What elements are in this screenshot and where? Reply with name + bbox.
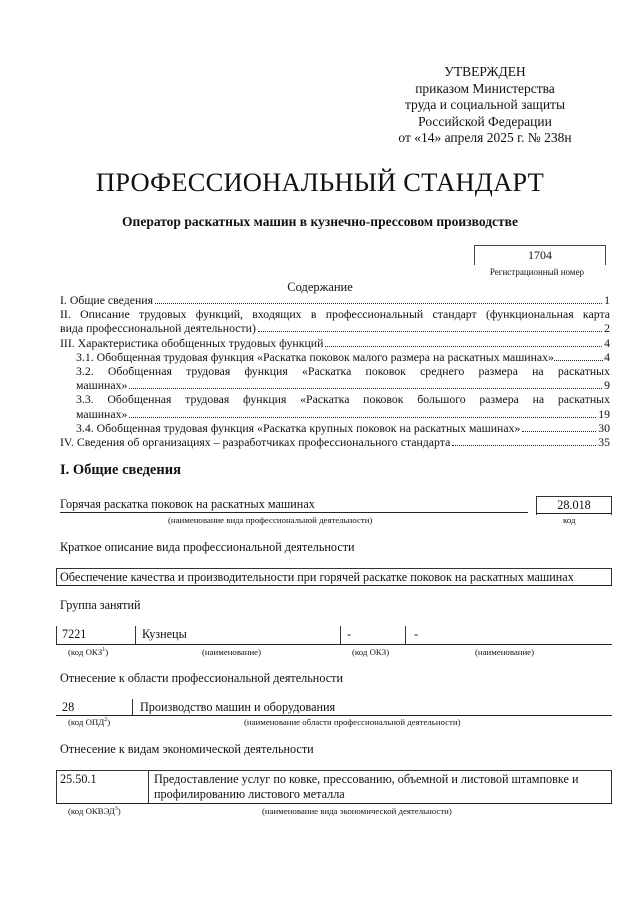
activity-code-caption: код — [563, 515, 576, 525]
toc-entry-text: машинах» — [76, 406, 128, 421]
approval-line: от «14» апреля 2025 г. № 238н — [398, 130, 572, 145]
toc-page: 30 — [598, 420, 610, 435]
toc-page: 1 — [604, 293, 610, 307]
toc-entry[interactable] — [60, 307, 610, 335]
activity-code-underline — [536, 513, 611, 514]
okz-name-caption-2: (наименование) — [475, 647, 535, 657]
okz-code-caption-2: (код ОКЗ) — [352, 647, 390, 657]
approval-block — [355, 64, 615, 147]
opd-code-caption: (код ОПД$^2$) — [68, 717, 111, 727]
toc-entry-text: 3.4. Обобщенная трудовая функция «Раскатка крупных поковок на раскатных машинах» — [76, 420, 521, 435]
okved-code: 25.50.1 — [60, 772, 97, 786]
okz-code-1: 7221 — [62, 627, 87, 641]
document-subtitle: Оператор раскатных машин в кузнечно-прессовом производстве — [122, 214, 518, 229]
approval-line: приказом Министерства — [415, 80, 555, 96]
okz-name-2: - — [414, 627, 419, 641]
toc-page: 4 — [604, 335, 610, 350]
opd-name: Производство машин и оборудования — [140, 700, 336, 714]
occupation-divider — [340, 626, 341, 644]
economic-underline — [56, 803, 612, 804]
toc-entry-text: 3.2. Обобщенная трудовая функция «Раскатка поковок среднего размера на раскатных — [76, 364, 610, 379]
okved-name-line: Предоставление услуг по ковке, прессованию, объемной и листовой штамповке и — [154, 772, 579, 786]
toc-entry[interactable] — [60, 392, 610, 420]
opd-name-caption: (наименование области профессиональной деятельности) — [244, 717, 461, 727]
occupation-label: Группа занятий — [60, 598, 141, 612]
toc-entry-text: II. Описание трудовых функций, входящих в профессиональный стандарт (функциональная карта — [60, 307, 610, 322]
field-underline — [56, 715, 612, 716]
toc-entry-text: III. Характеристика обобщенных трудовых функций — [60, 335, 324, 350]
approval-line: Российской Федерации — [418, 113, 552, 129]
table-of-contents — [60, 293, 610, 449]
toc-entry-text: вида профессиональной деятельности) — [60, 321, 256, 336]
toc-entry-text: машинах» — [76, 378, 128, 393]
brief-underline — [56, 585, 612, 586]
registration-number: 1704 — [474, 245, 606, 265]
economic-label: Отнесение к видам экономической деятельности — [60, 742, 314, 756]
approval-line: труда и социальной защиты — [404, 97, 566, 112]
toc-entry-text: 3.3. Обобщенная трудовая функция «Раскатка поковок большого размера на раскатных — [76, 392, 610, 407]
toc-entry[interactable] — [60, 336, 610, 350]
toc-page: 19 — [598, 406, 610, 421]
toc-page: 35 — [598, 435, 610, 450]
brief-text: Обеспечение качества и производительности при горячей раскатке поковок на раскатных машинах — [60, 570, 574, 584]
occupation-divider — [56, 626, 57, 644]
okved-name-caption: (наименование вида экономической деятельности) — [262, 806, 452, 816]
occupation-underline — [56, 644, 612, 645]
field-divider — [132, 699, 133, 716]
document-title: ПРОФЕССИОНАЛЬНЫЙ СТАНДАРТ — [95, 167, 545, 197]
toc-page: 4 — [604, 349, 610, 364]
occupation-divider — [135, 626, 136, 644]
okz-code-caption: (код ОКЗ$^1$) — [68, 647, 109, 657]
section-heading: I. Общие сведения — [60, 462, 181, 478]
opd-code: 28 — [62, 700, 75, 714]
registration-label: Регистрационный номер — [489, 267, 585, 277]
okved-name-line: профилированию листового металла — [154, 787, 345, 801]
occupation-divider — [405, 626, 406, 644]
activity-code: 28.018 — [557, 498, 591, 512]
toc-heading: Содержание — [287, 280, 353, 294]
toc-entry[interactable] — [60, 364, 610, 392]
toc-page: 2 — [604, 321, 610, 336]
okz-code-2: - — [347, 627, 352, 641]
toc-entry-text: IV. Сведения об организациях – разработчиках профессионального стандарта — [60, 435, 451, 450]
field-label: Отнесение к области профессиональной деятельности — [60, 671, 343, 685]
economic-divider — [148, 770, 149, 803]
toc-entry-text: I. Общие сведения — [60, 293, 154, 307]
toc-entry[interactable] — [60, 293, 610, 307]
toc-entry[interactable] — [60, 350, 610, 364]
approval-line: УТВЕРЖДЕН — [444, 64, 526, 79]
toc-entry-text: 3.1. Обобщенная трудовая функция «Раскатка поковок малого размера на раскатных машинах» — [76, 349, 554, 364]
okz-name-1: Кузнецы — [142, 627, 187, 641]
activity-name-caption: (наименование вида профессиональной деятельности) — [168, 515, 373, 525]
toc-page: 9 — [604, 378, 610, 393]
okved-code-caption: (код ОКВЭД$^3$) — [68, 806, 121, 816]
toc-entry[interactable] — [60, 421, 610, 435]
activity-name: Горячая раскатка поковок на раскатных машинах — [60, 497, 315, 511]
okz-name-caption: (наименование) — [202, 647, 262, 657]
brief-label: Краткое описание вида профессиональной деятельности — [60, 540, 355, 554]
activity-underline — [60, 512, 528, 513]
toc-entry[interactable] — [60, 435, 610, 449]
